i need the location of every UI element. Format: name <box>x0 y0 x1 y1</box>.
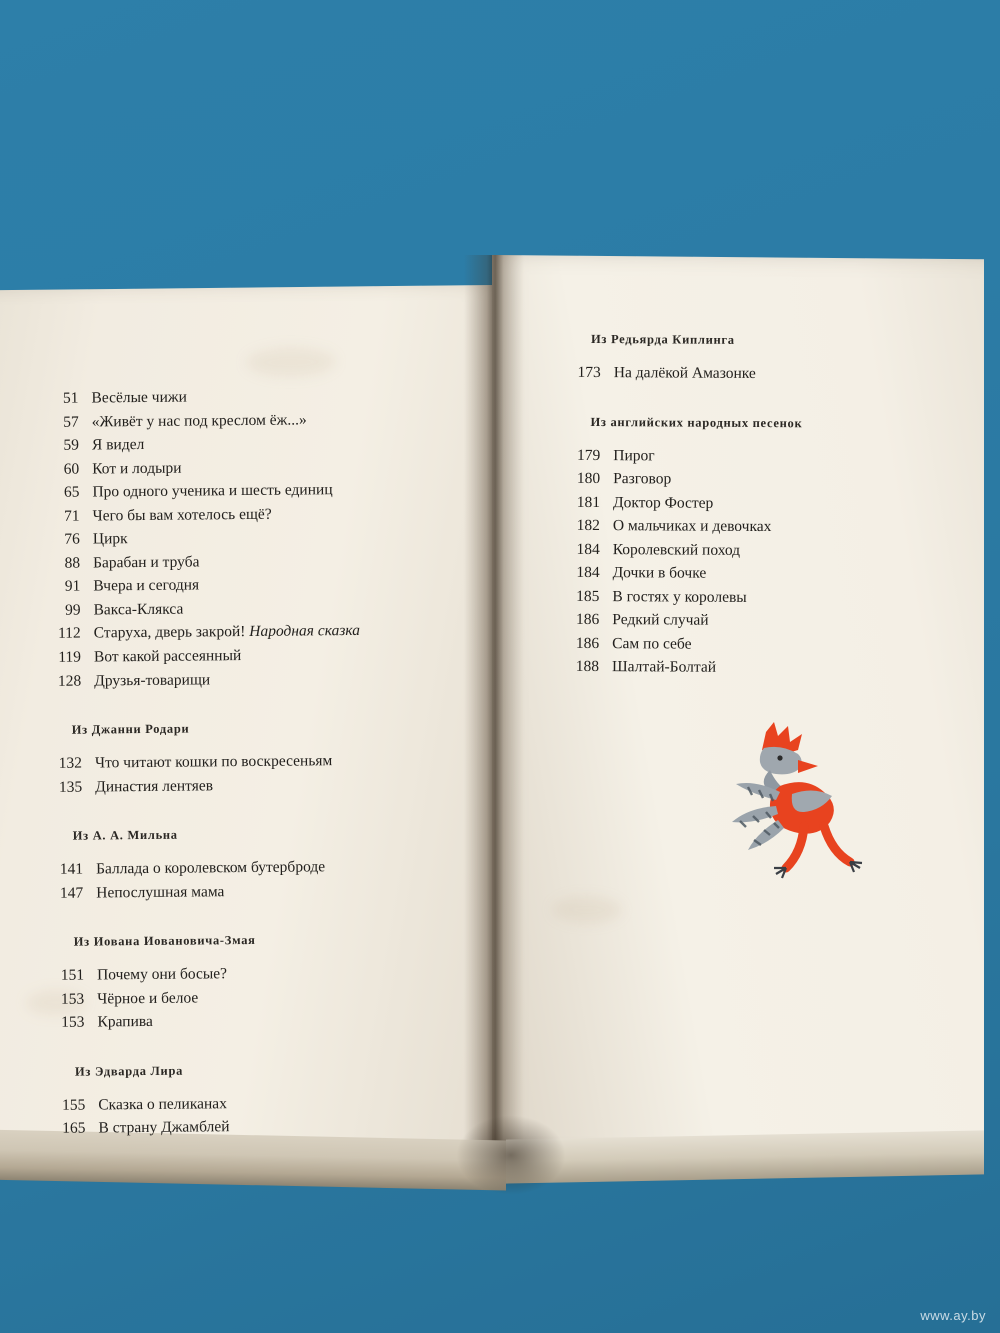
toc-page-number: 59 <box>63 436 80 454</box>
toc-title: Чёрное и белое <box>97 989 199 1008</box>
rooster-illustration <box>728 720 908 910</box>
toc-page-number: 180 <box>576 469 601 488</box>
toc-page-number: 155 <box>61 1096 86 1114</box>
toc-page-number: 132 <box>58 754 83 772</box>
toc-entry <box>555 585 955 611</box>
toc-page-number: 71 <box>64 507 80 525</box>
toc-title-note: Народная сказка <box>249 622 361 641</box>
toc-entry <box>556 490 956 516</box>
toc-entry <box>556 443 956 469</box>
toc-title: Сам по себе <box>612 635 692 653</box>
toc-page-number: 112 <box>57 625 81 643</box>
toc-page-number: 153 <box>60 990 85 1008</box>
toc-title: «Живёт у нас под креслом ёж...» <box>91 410 307 431</box>
toc-title: В гостях у королевы <box>612 587 747 606</box>
toc-entry <box>556 467 956 493</box>
toc-title-main: Старуха, дверь закрой! <box>93 623 250 642</box>
toc-group-heading-rodari: Из Джанни Родари <box>71 721 190 737</box>
toc-entry <box>557 361 957 387</box>
toc-title: О мальчиках и девочках <box>612 517 772 536</box>
toc-group-entries <box>38 748 458 799</box>
open-book <box>0 255 996 1175</box>
toc-group-heading-zmaj: Из Иована Иовановича-Змая <box>73 933 256 949</box>
toc-page-number: 165 <box>62 1120 86 1138</box>
toc-title: Вот какой рассеянный <box>93 647 242 666</box>
toc-title: Крапива <box>97 1013 153 1031</box>
toc-title: Что читают кошки по воскресеньям <box>94 752 333 772</box>
toc-page-number: 184 <box>576 564 600 582</box>
toc-group-entries <box>39 854 459 905</box>
toc-title: Династия лентяев <box>95 776 214 796</box>
toc-title: На далёкой Амазонке <box>613 364 756 382</box>
toc-title: Чего бы вам хотелось ещё? <box>92 505 272 525</box>
toc-page-number: 65 <box>63 483 80 501</box>
toc-page-number: 128 <box>57 672 82 690</box>
toc-entry <box>555 632 955 658</box>
toc-title: Почему они босые? <box>96 965 228 984</box>
toc-title: Я видел <box>91 436 145 454</box>
toc-title: Пирог <box>613 446 655 464</box>
toc-entry <box>555 655 955 681</box>
toc-page-number: 99 <box>64 601 81 619</box>
toc-page-number: 151 <box>60 966 85 985</box>
toc-title: Весёлые чижи <box>91 388 187 407</box>
toc-left-column <box>34 383 461 1141</box>
toc-title: Вакса-Клякса <box>93 600 184 619</box>
toc-page-number: 141 <box>59 860 84 879</box>
toc-title <box>81 619 360 645</box>
toc-page-number: 188 <box>575 658 600 676</box>
toc-group-entries <box>557 361 957 387</box>
toc-page-number: 185 <box>576 587 600 605</box>
toc-title: Кот и лодыри <box>92 459 182 478</box>
toc-page-number: 147 <box>59 884 84 902</box>
toc-title: Дочки в бочке <box>612 564 707 582</box>
toc-group-entries <box>40 960 461 1035</box>
toc-title: Шалтай-Болтай <box>611 658 717 677</box>
toc-title: Друзья-товарищи <box>94 670 211 690</box>
toc-title: Цирк <box>92 530 128 548</box>
toc-page-number: 60 <box>63 460 80 478</box>
toc-page-number: 181 <box>576 493 601 511</box>
toc-group-entries <box>34 383 457 693</box>
toc-group-entries <box>555 443 956 681</box>
toc-page-number: 119 <box>58 648 82 666</box>
toc-title: Барабан и труба <box>92 553 200 572</box>
toc-group-heading-kipling: Из Редьярда Киплинга <box>590 331 735 347</box>
toc-group-heading-milne: Из А. А. Мильна <box>72 827 178 843</box>
toc-entry <box>556 561 956 587</box>
toc-title: Королевский поход <box>612 540 741 559</box>
toc-page-number: 135 <box>58 778 83 796</box>
toc-group-entries <box>41 1090 461 1141</box>
toc-page-number: 173 <box>577 363 601 382</box>
toc-title: Баллада о королевском бутерброде <box>95 858 326 878</box>
toc-entry <box>555 608 955 634</box>
toc-title: Сказка о пеликанах <box>98 1095 227 1114</box>
page-edges-right <box>506 1130 984 1183</box>
toc-title: Вчера и сегодня <box>93 576 200 595</box>
toc-group-heading-english-songs: Из английских народных песенок <box>590 414 803 430</box>
toc-entry <box>556 514 956 540</box>
toc-title: Разговор <box>613 470 672 488</box>
toc-page-number: 182 <box>576 517 600 535</box>
toc-entry <box>41 1113 461 1141</box>
watermark: www.ay.by <box>920 1308 986 1323</box>
toc-page-number: 76 <box>64 530 80 549</box>
toc-right-column <box>555 332 957 681</box>
toc-entry <box>556 538 956 564</box>
toc-title: В страну Джамблей <box>98 1118 230 1137</box>
toc-title: Редкий случай <box>612 611 709 630</box>
toc-page-number: 179 <box>577 446 601 464</box>
toc-page-number: 51 <box>62 389 79 407</box>
toc-title: Про одного ученика и шесть единиц <box>92 481 333 501</box>
toc-page-number: 186 <box>575 634 600 652</box>
toc-page-number: 91 <box>64 577 81 596</box>
toc-page-number: 184 <box>576 540 600 558</box>
toc-title: Доктор Фостер <box>612 493 714 512</box>
spine-shadow <box>456 1115 566 1195</box>
toc-title: Непослушная мама <box>96 882 225 902</box>
toc-group-heading-lear: Из Эдварда Лира <box>74 1063 184 1079</box>
toc-page-number: 153 <box>61 1013 85 1032</box>
toc-page-number: 186 <box>576 611 600 629</box>
toc-page-number: 57 <box>63 413 79 431</box>
toc-page-number: 88 <box>64 554 81 572</box>
